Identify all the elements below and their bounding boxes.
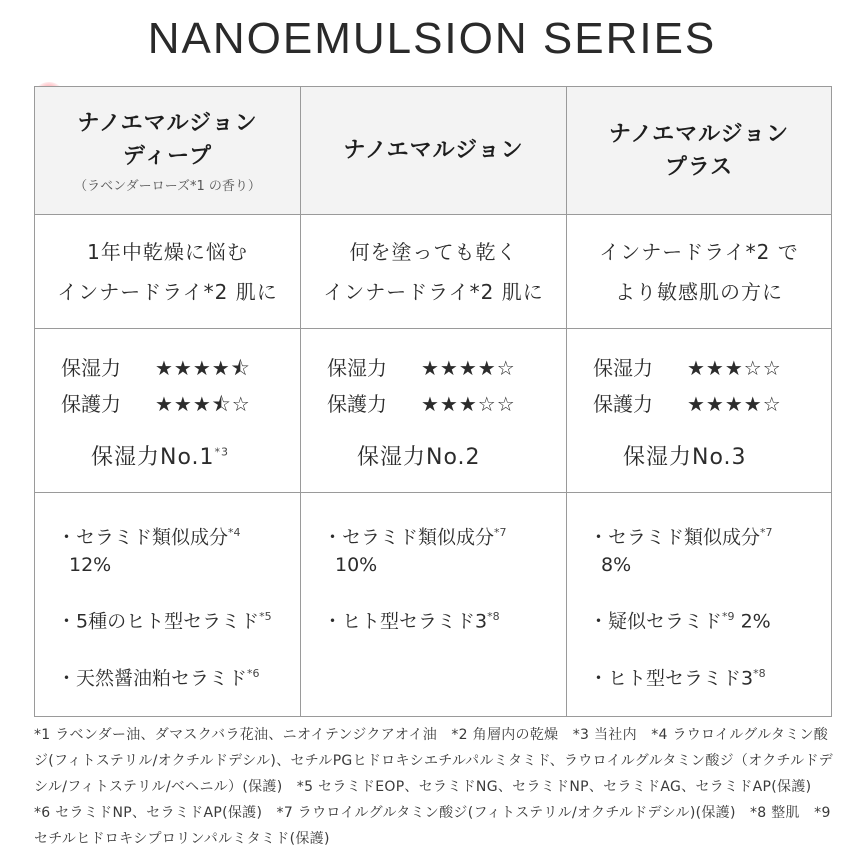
- ingredient-text: ・5種のヒト型セラミド: [57, 610, 260, 633]
- ingredient-text: ・疑似セラミド: [589, 610, 723, 633]
- target-line: インナードライ*2 で: [599, 239, 799, 264]
- ingredient-amount: 10%: [335, 554, 378, 577]
- product-name-line: ナノエマルジョン: [343, 138, 524, 163]
- ingredient-item: [323, 603, 566, 635]
- moisture-label: 保湿力: [593, 356, 653, 380]
- footnotes: *1 ラベンダー油、ダマスクバラ花油、ニオイテンジクアオイ油 *2 角層内の乾燥 *3 当社内 *4 ラウロイルグルタミン酸ジ(フィトステリル/オクチルドデシル)、セチルPGヒドロキシエチルパルミタミド、ラウロイルグルタミン酸ジ（オクチルドデシル/フィトステリル/ベヘニル）(保護) *5 セラミドEOP、セラミドNG、セラミドNP、セラミドAG、セラミドAP(保護) *6 セラミドNP、セラミドAP(保護) *7 ラウロイルグルタミン酸ジ(フィトステリル/オクチルドデシル)(保護) *8 整肌 *9 セチルヒドロキシプロリンパルミタミド(保護): [34, 727, 834, 847]
- rank-text: 保湿力No.2: [357, 445, 481, 470]
- ingredient-item: [323, 519, 566, 579]
- product-name-line: ディープ: [122, 144, 213, 169]
- rating-cell: [35, 329, 301, 493]
- ingredient-item: [589, 519, 831, 579]
- moisture-rank: [61, 440, 300, 471]
- target-line: インナードライ*2 肌に: [57, 279, 278, 304]
- moisture-stars: ★★★★☆: [421, 356, 516, 380]
- ingredient-cell: [301, 493, 567, 717]
- ingredient-item: [57, 603, 300, 635]
- column-header-deep: [35, 87, 301, 215]
- product-name-line: ナノエマルジョン: [77, 111, 258, 136]
- target-cell: [35, 215, 301, 329]
- moisture-label: 保湿力: [61, 356, 121, 380]
- ingredient-amount: 12%: [69, 554, 112, 577]
- target-cell: [301, 215, 567, 329]
- moisture-rank: [327, 440, 566, 471]
- column-header-plus: [567, 87, 832, 215]
- moisture-rating: [61, 350, 300, 386]
- ingredient-item: [589, 603, 831, 635]
- ingredient-note: *6: [247, 666, 260, 680]
- target-line: インナードライ*2 肌に: [323, 279, 544, 304]
- ingredient-note: *7: [760, 526, 773, 539]
- target-line: 1年中乾燥に悩む: [87, 239, 248, 264]
- product-name-line: ナノエマルジョン: [608, 121, 790, 147]
- comparison-table: [34, 86, 832, 717]
- protection-stars: ★★★★☆: [687, 392, 782, 416]
- ingredient-item: [589, 660, 831, 692]
- moisture-label: 保湿力: [327, 356, 387, 380]
- target-line: より敏感肌の方に: [615, 279, 783, 304]
- ingredient-amount: 2%: [740, 610, 771, 633]
- product-name-line: プラス: [664, 154, 734, 180]
- ingredient-amount: 8%: [601, 554, 632, 577]
- rank-text: 保湿力No.1: [91, 445, 215, 470]
- ingredient-text: ・セラミド類似成分: [57, 526, 229, 549]
- ingredient-note: *4: [228, 526, 241, 539]
- target-cell: [567, 215, 832, 329]
- protection-rating: [61, 386, 300, 422]
- ingredient-note: *8: [753, 666, 766, 680]
- ingredient-text: ・ヒト型セラミド3: [323, 610, 488, 633]
- protection-stars: ★★★☆☆: [421, 392, 516, 416]
- rating-row: [35, 329, 832, 493]
- column-header-standard: [301, 87, 567, 215]
- page-title: NANOEMULSION SERIES: [147, 14, 717, 63]
- product-subtitle: （ラベンダーローズ*1 の香り）: [74, 179, 261, 194]
- protection-label: 保護力: [593, 392, 653, 416]
- moisture-stars: ★★★☆☆: [687, 356, 782, 380]
- moisture-rating: [327, 350, 566, 386]
- ingredient-note: *7: [494, 526, 507, 539]
- ingredient-cell: [567, 493, 832, 717]
- target-line: 何を塗っても乾く: [349, 239, 518, 264]
- protection-label: 保護力: [327, 392, 387, 416]
- header-row: [35, 87, 832, 215]
- rating-cell: [567, 329, 832, 493]
- ingredient-row: [35, 493, 832, 717]
- rating-cell: [301, 329, 567, 493]
- ingredient-text: ・ヒト型セラミド3: [589, 666, 754, 689]
- protection-label: 保護力: [61, 392, 121, 416]
- ingredient-item: [57, 519, 300, 579]
- protection-stars: ★★★⯪☆: [155, 392, 251, 416]
- target-row: [35, 215, 832, 329]
- protection-rating: [327, 386, 566, 422]
- ingredient-text: ・天然醤油粕セラミド: [57, 666, 248, 689]
- moisture-rank: [593, 440, 831, 471]
- ingredient-text: ・セラミド類似成分: [323, 526, 495, 549]
- ingredient-cell: [35, 493, 301, 717]
- ingredient-note: *8: [487, 610, 500, 624]
- ingredient-note: *5: [259, 610, 272, 624]
- rank-text: 保湿力No.3: [623, 445, 747, 470]
- ingredient-text: ・セラミド類似成分: [589, 526, 761, 549]
- protection-rating: [593, 386, 831, 422]
- rank-note: *3: [214, 445, 230, 459]
- moisture-rating: [593, 350, 831, 386]
- moisture-stars: ★★★★⯪: [155, 356, 251, 380]
- ingredient-note: *9: [722, 610, 735, 624]
- ingredient-item: [57, 660, 300, 692]
